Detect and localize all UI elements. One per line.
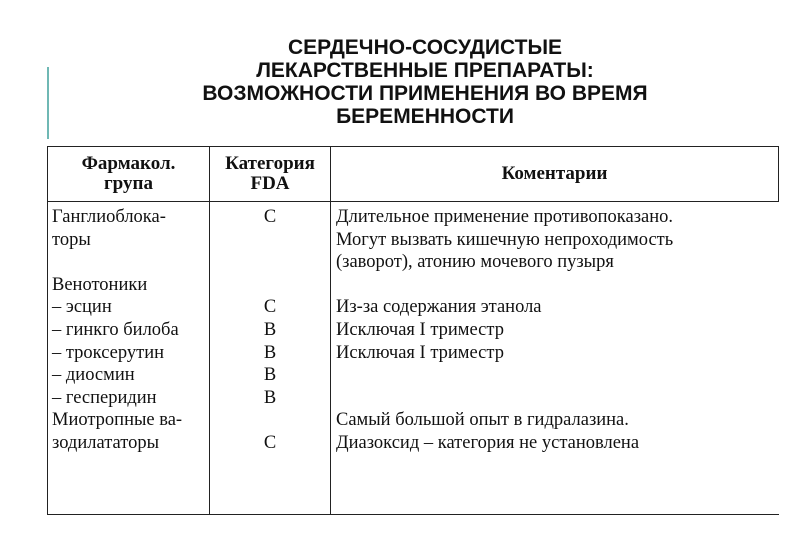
group-line: торы bbox=[52, 229, 91, 250]
category-line: C bbox=[263, 297, 277, 318]
title-line-2: ЛЕКАРСТВЕННЫЕ ПРЕПАРАТЫ: bbox=[256, 59, 594, 82]
group-line: – гинкго билоба bbox=[52, 319, 179, 340]
comments-column bbox=[331, 202, 779, 515]
header-group-line-2: група bbox=[104, 173, 153, 194]
header-category-line-1: Категория bbox=[225, 153, 315, 174]
comment-line: Самый большой опыт в гидралазина. bbox=[336, 410, 629, 431]
category-line: B bbox=[263, 319, 277, 340]
group-line: – эсцин bbox=[52, 297, 112, 318]
title-line-3: ВОЗМОЖНОСТИ ПРИМЕНЕНИЯ ВО ВРЕМЯ bbox=[202, 82, 648, 105]
comment-line bbox=[336, 364, 779, 387]
group-line: Миотропные ва- bbox=[52, 410, 183, 431]
group-line bbox=[52, 251, 209, 274]
slide-title bbox=[110, 36, 740, 128]
comment-line: Могут вызвать кишечную непроходимость bbox=[336, 229, 674, 250]
category-column bbox=[210, 202, 331, 515]
comment-line bbox=[336, 387, 779, 410]
category-line: B bbox=[263, 387, 277, 408]
header-group bbox=[48, 147, 210, 202]
category-line: B bbox=[263, 365, 277, 386]
header-row bbox=[48, 147, 779, 202]
comment-line bbox=[336, 274, 779, 297]
group-line: Венотоники bbox=[52, 274, 148, 295]
comment-line: Исключая I триместр bbox=[336, 319, 504, 340]
group-column bbox=[48, 202, 210, 515]
comment-line: Длительное применение противопоказано. bbox=[336, 207, 674, 227]
category-line: C bbox=[263, 432, 277, 453]
comment-line: Из-за содержания этанола bbox=[336, 297, 542, 318]
drug-table bbox=[47, 146, 778, 515]
header-group-line-1: Фармакол. bbox=[81, 153, 176, 174]
title-line-4: БЕРЕМЕННОСТИ bbox=[336, 105, 514, 128]
comment-line: Исключая I триместр bbox=[336, 342, 504, 363]
category-line bbox=[210, 229, 330, 252]
comment-line: (заворот), атонию мочевого пузыря bbox=[336, 252, 614, 273]
category-line: C bbox=[263, 207, 277, 227]
header-category bbox=[210, 147, 331, 202]
body-row bbox=[48, 202, 779, 515]
category-line bbox=[210, 251, 330, 274]
header-comments: Коментарии bbox=[331, 147, 779, 202]
group-line: – диосмин bbox=[52, 365, 135, 386]
group-line: – гесперидин bbox=[52, 387, 157, 408]
comment-line: Диазоксид – категория не установлена bbox=[336, 432, 640, 453]
category-line: B bbox=[263, 342, 277, 363]
category-line bbox=[210, 274, 330, 297]
title-line-1: СЕРДЕЧНО-СОСУДИСТЫЕ bbox=[287, 36, 563, 59]
group-line: зодилататоры bbox=[52, 432, 160, 453]
group-line: – троксерутин bbox=[52, 342, 165, 363]
accent-bar bbox=[47, 67, 49, 139]
category-line bbox=[210, 409, 330, 432]
group-line: Ганглиоблока- bbox=[52, 207, 166, 227]
header-category-line-2: FDA bbox=[250, 173, 290, 194]
